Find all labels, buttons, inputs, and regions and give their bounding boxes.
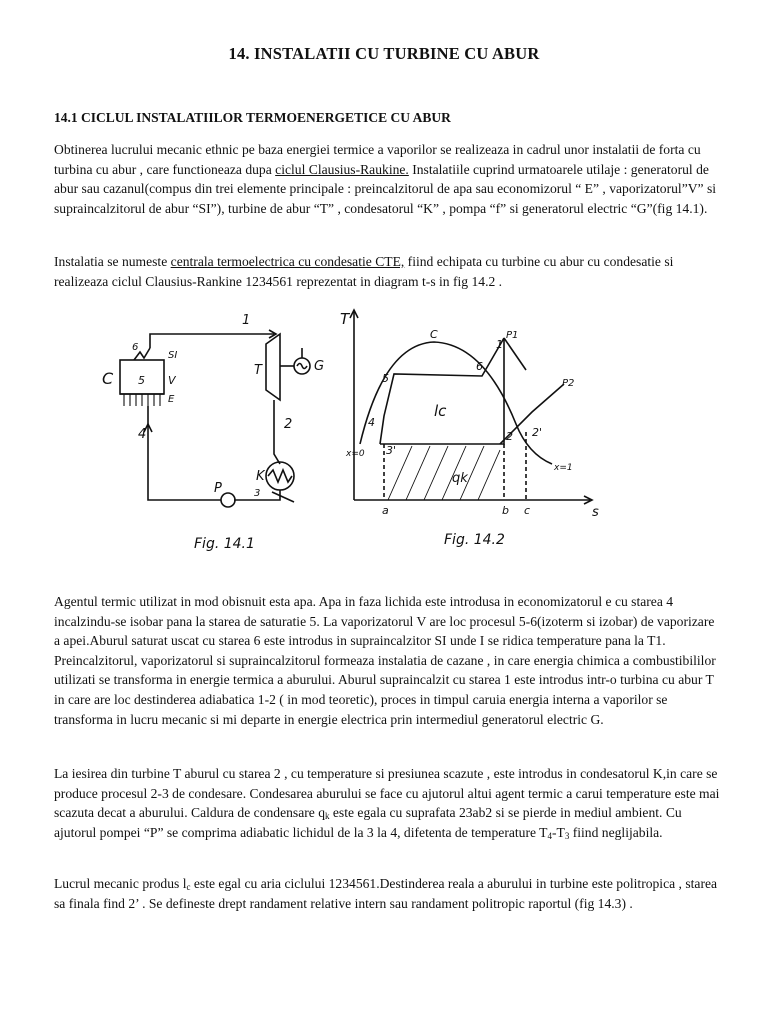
isobar-p1 xyxy=(504,338,526,370)
label-state-3p: 3' xyxy=(386,444,397,457)
label-a: a xyxy=(382,504,389,517)
subscript: 4 xyxy=(547,830,552,841)
cycle-lower xyxy=(380,338,504,444)
subscript: c xyxy=(186,882,191,892)
text-run: -T xyxy=(551,824,565,840)
label-C: C xyxy=(102,369,114,388)
text-run: La iesirea din turbine T aburul cu starea 2 , cu temperature si presiunea scazute , este introdus in condesatorul K,in care se produce procesul 2-3 de condesare. Condesarea aburului se face cu ajutorul altui agent termic a carui temperature este mai scazuta decat a aburului. Caldura de condensare q xyxy=(54,766,720,821)
label-state-2: 2 xyxy=(506,430,513,443)
page-title: 14. INSTALATII CU TURBINE CU ABUR xyxy=(228,44,540,63)
paragraph-condenser xyxy=(54,764,720,842)
label-x1: x=1 xyxy=(554,463,573,473)
section-heading: 14.1 CICLUL INSTALATIILOR TERMOENERGETICE CU ABUR xyxy=(54,110,451,125)
label-state-6: 6 xyxy=(476,360,483,373)
label-state-2p: 2' xyxy=(532,426,543,439)
label-K: K xyxy=(256,469,265,484)
label-C-curve: C xyxy=(430,328,438,341)
paragraph-process: Agentul termic utilizat in mod obisnuit esta apa. Apa in faza lichida este introdusa in economizatorul e cu starea 4 incalzindu-se isobar pana la starea de saturatie 5. La vaporizatorul V are loc procesul 5-6(izoterm si izobar) de vaporizare a apei.Aburul saturat uscat cu starea 6 este introdus in supraincalzitor SI unde I se ridica temperature pana la T1. Preincalzitorul, vaporizatorul si supraincalzitorul formeaza instalatia de cazane , in care energia chimica a combustibililor utilizati se transforma in energie termica a aburului. Aburul supraincalzit cu starea 1 este introdus intr-o turbina cu abur T in care are loc destinderea adiabatica 1-2 ( in mod teoretic), proces in timpul caruia energia interna a vaporilor se transforma in lucru mecanic si mi departe in energie electrica prin intermediul generatorul electric G. xyxy=(54,594,716,727)
label-E: E xyxy=(168,394,175,405)
fig2-caption: Fig. 14.2 xyxy=(444,532,505,548)
label-b: b xyxy=(502,504,509,517)
label-state-4: 4 xyxy=(368,416,375,429)
text-run: fiind neglijabila. xyxy=(569,824,663,840)
text-run: Instalatiile cuprind urmatoarele utilaje : generatorul de abur sau cazanul(compus din trei elemente principale : preincalzitorul de apa sau economizorul “ E” , vaporizatorul”V” si supraincalzitorul de abur “SI”), turbine de abur “T” , condesatorul “K” , pompa “f” si generatorul electric “G”(fig 14.1). xyxy=(54,161,717,216)
text-run: Lucrul mecanic produs l xyxy=(54,876,187,891)
text-run: Obtinerea lucrului mecanic ethnic pe baza energiei termice a vaporilor se realizeaza in cadrul unor instalatii de forta cu turbina cu abur , care functioneaza dupa xyxy=(54,142,701,177)
label-3: 3 xyxy=(254,488,261,499)
paragraph-intro xyxy=(54,140,720,218)
label-p2: P2 xyxy=(562,378,575,389)
label-lc: lc xyxy=(434,402,447,420)
text-run: este egala cu suprafata 23ab2 si se pierde in mediul ambient. Cu ajutorul pompei “P” se comprima adiabatic lichidul de la 3 la 4, difetenta de temperature T xyxy=(54,805,682,840)
text-run: Instalatia se numeste xyxy=(54,254,171,269)
subscript: 3 xyxy=(564,830,570,841)
economizer-grate xyxy=(124,394,160,406)
label-c: c xyxy=(524,504,531,517)
label-state-5: 5 xyxy=(382,372,389,385)
label-qk: qk xyxy=(452,471,468,486)
text-run: este egal cu aria ciclului 1234561.Destinderea reala a aburului in turbine este politropica , starea sa finala find 2’ . Se defineste drept randament relative intern sau randament politropic raportul (fig 14.3) . xyxy=(54,876,718,911)
line-1 xyxy=(150,334,274,348)
pump-P xyxy=(221,493,235,507)
label-6: 6 xyxy=(132,342,139,353)
figures-drawing xyxy=(84,304,684,564)
label-4: 4 xyxy=(138,427,147,442)
label-5: 5 xyxy=(138,374,145,387)
label-p1: P1 xyxy=(506,330,519,341)
figure-labels xyxy=(102,310,599,552)
label-s-axis: s xyxy=(592,505,599,520)
fig1-caption: Fig. 14.1 xyxy=(194,536,255,552)
label-P: P xyxy=(214,481,222,496)
paragraph-work xyxy=(54,874,720,913)
turbine-T xyxy=(266,334,280,400)
label-V: V xyxy=(168,374,176,387)
label-1: 1 xyxy=(242,313,251,328)
text-run: fiind echipata cu turbine cu abur cu condesatie si realizeaza ciclul Clausius-Rankine 1234561 reprezentat in diagram t-s in fig 14.2 . xyxy=(54,254,674,289)
figures-area xyxy=(84,304,684,564)
cycle-upper xyxy=(380,338,504,444)
label-SI: SI xyxy=(168,350,178,361)
underlined-term: ciclul Clausius-Raukine. xyxy=(275,161,409,177)
hatched-area-qk xyxy=(388,446,500,500)
label-T: T xyxy=(254,363,262,378)
label-G: G xyxy=(314,359,325,374)
label-2: 2 xyxy=(284,417,293,432)
line-2 xyxy=(274,400,280,464)
paragraph-cte xyxy=(54,252,720,291)
label-state-1: 1 xyxy=(496,338,503,351)
label-T-axis: T xyxy=(340,310,350,328)
line-4 xyxy=(148,406,221,500)
subscript: k xyxy=(325,811,330,822)
label-x0: x=0 xyxy=(346,449,365,459)
underlined-term: centrala termoelectrica cu condesatie CTE, xyxy=(170,254,405,269)
